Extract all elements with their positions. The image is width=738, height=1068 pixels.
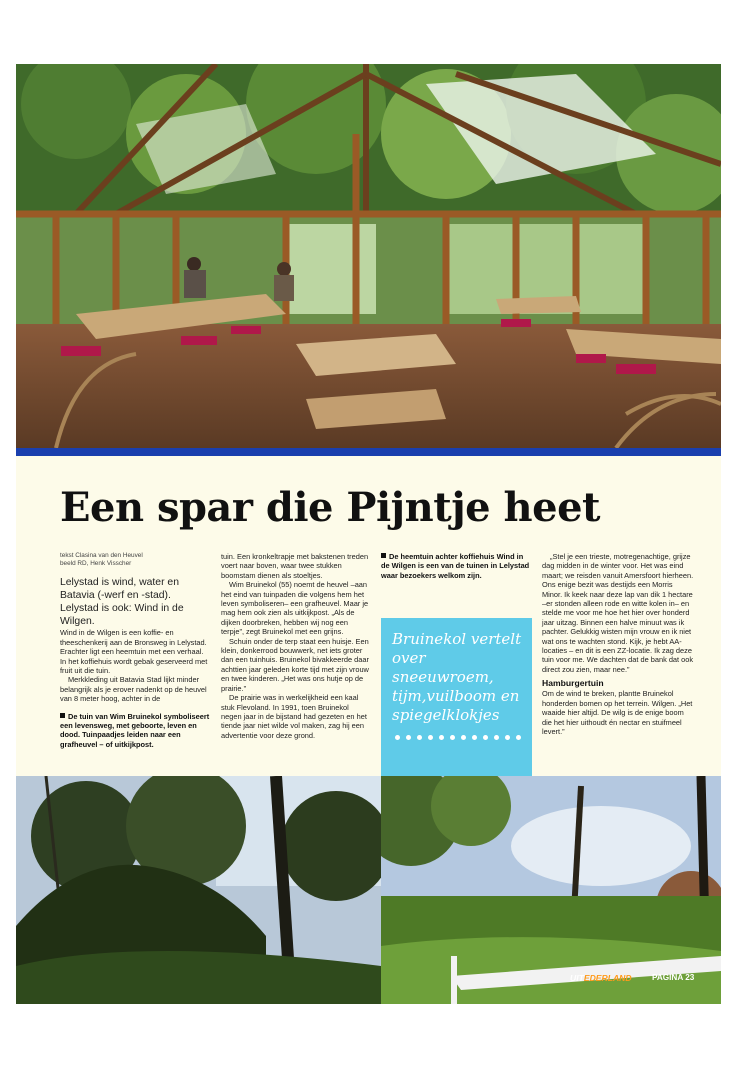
credits [60,552,210,568]
dot-icon [406,735,411,740]
brand-suffix: EDERLAND [583,973,632,983]
credit-image: beeld RD, Henk Visscher [60,560,132,568]
column-3 [381,552,533,580]
garden-illustration [381,776,721,1004]
dot-icon [395,735,400,740]
photo-caption-mid [381,552,533,580]
body-paragraph: „Stel je een trieste, motregenachtige, grijze dag midden in de winter voor. Het was eind maart; we reisden vanuit Amersfoort hierheen. Ons enige bezit was destijds een Morris Minor. Ik keek naar deze lap van dik 1 hectare –er stonden alleen rode en witte kolen in– en stelde me voor me hoe het hier over honderd jaar uitzag. Binnen een halve minuut was ik pachter. Gelukkig wisten mijn vrouw en ik niet wat ons te wachten stond. Kijk, je hebt AA-locaties – en dit is een ZZ-locatie. Ik zag deze tuin voor me. We dachten dat de bank dat ook direct zou zien, maar nee.” [542,552,694,674]
dot-icon [450,735,455,740]
dot-icon [494,735,499,740]
pull-quote: Bruinekol vertelt over sneeuwroem, tijm,vuilboom en spiegelklokjes [392,630,522,724]
caption-text: De tuin van Wim Bruinekol symboliseert een levensweg, met geboorte, leven en dood. Tuinpaadjes leiden naar een grafheuvel – of uitkijkpost. [60,711,210,749]
subheading: Hamburgertuin [542,678,604,689]
color-stripe [16,448,721,456]
pull-quote-box [381,618,532,776]
publication-logo [570,973,632,983]
body-paragraph: Wim Bruinekol (55) noemt de heuvel –aan het eind van tuinpaden die volgens hem het leven symboliseren– een grafheuvel. Maar je mag hem ook zien als uitkijkpost. „Als de dijken doorbreken, hebben wij nog een terpje”, zegt Bruinekol met een grijns. [221,580,369,637]
column-1 [60,552,210,749]
dot-icon [461,735,466,740]
body-paragraph: Merkkleding uit Batavia Stad lijkt minder belangrijk als je erover nadenkt op de heuvel van 8 meter hoog, achter in de [60,675,207,704]
conservatory-illustration [16,64,721,448]
square-bullet-icon [60,713,65,718]
column-2 [221,552,369,740]
square-bullet-icon [381,553,386,558]
dot-icon [428,735,433,740]
body-paragraph: Om de wind te breken, plantte Bruinekol honderden bomen op het terrein. Wilgen. „Het waaide hier altijd. De wilg is de enige boom die het hier uithoudt én nectar en stuifmeel levert.” [542,689,693,736]
page-number: PAGINA 23 [652,973,695,982]
dot-icon [417,735,422,740]
body-paragraph: Wind in de Wilgen is een koffie- en theeschenkerij aan de Bronsweg in Lelystad. Erachter ligt een heemtuin met een verhaal. In het koffiehuis wordt gebak geserveerd met fruit uit die tuin. [60,628,208,676]
dot-icon [505,735,510,740]
credit-text: tekst Clasina van den Heuvel [60,552,143,559]
photo-conservatory [16,64,721,448]
body-paragraph: Schuin onder de terp staat een huisje. Een klein, donkerrood bouwwerk, net iets groter dan een tuinhuis. Bruinekol bivakkeerde daar achttien jaar geleden korte tijd met zijn vrouw en twee kinderen. „Het was ons hutje op de prairie.” [221,636,369,693]
body-paragraph: tuin. Een kronkeltrapje met bakstenen treden voert naar boven, waar twee stukken boomstam dienen als stoeltjes. [221,552,369,580]
headline: Een spar die Pijntje heet [60,484,600,531]
dot-icon [516,735,521,740]
lead-paragraph: Lelystad is wind, water en Batavia (-werf en -stad). Lelystad is ook: Wind in de Wilgen. [60,577,184,628]
caption-text: De heemtuin achter koffiehuis Wind in de Wilgen is een van de tuinen in Lelystad waar bezoekers welkom zijn. [381,552,530,580]
dot-icon [472,735,477,740]
dot-icon [439,735,444,740]
photo-garden-willows [381,776,721,1004]
body-paragraph: De prairie was in werkelijkheid een kaal stuk Flevoland. In 1991, toen Bruinekol negen jaar in de bijstand had gezeten en het tiende jaar niet wilde vol maken, zag hij een advertentie voor deze grond. [221,693,367,740]
mound-illustration [16,776,381,1004]
dot-divider [395,735,521,740]
column-4 [542,552,694,736]
brand-prefix: UIT [570,973,584,983]
dot-icon [483,735,488,740]
photo-grave-mound [16,776,381,1004]
photo-caption-left [60,712,210,750]
